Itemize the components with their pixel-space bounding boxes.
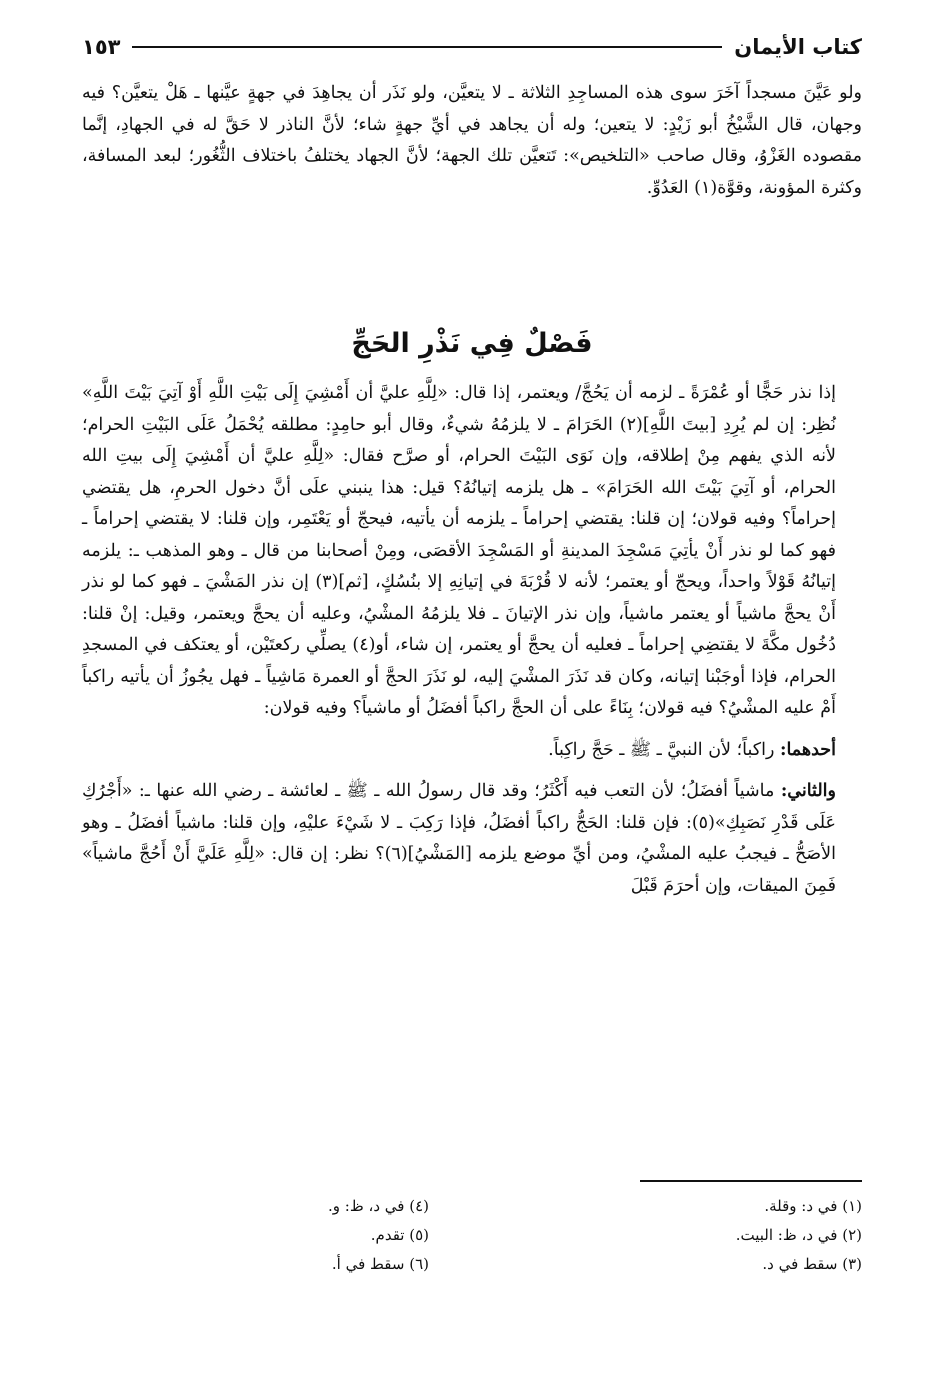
footnote-item: (٢) في د، ظ: البيت. xyxy=(735,1226,862,1244)
paragraph-second-opinion xyxy=(82,776,862,902)
paragraph-spacer xyxy=(82,766,862,776)
opening-paragraph xyxy=(82,78,862,204)
second-opinion-text: ماشياً أفضَلُ؛ لأن التعب فيه أَكْثَرُ؛ وقد قال رسولُ الله ـ ﷺ ـ لعائشة ـ رضي الله عنها ـ: «أَجْرُكِ عَلَى قَدْرِ نَصَبِكِ»(٥): فإن قلنا: الحَجُّ راكباً أفضَلُ، فإذا رَكِبَ ـ لا شَيْءَ عليْهِ، وإن قلنا: ماشياً أفضَلُ ـ وهو الأصَحُّ ـ فيجبُ عليه المشْيُ، ومن أيِّ موضع يلزمه [المَشْيُ](٦)؟ نظر: إن قال: «لِلَّهِ عَلَيَّ أَنْ أَحُجَّ ماشياً» فَمِنَ الميقات، وإن أحرَمَ قَبْلَ xyxy=(82,781,836,896)
footnote-item: (٥) تقدم. xyxy=(370,1226,429,1244)
first-opinion-label: أحدهما: xyxy=(779,739,836,760)
second-opinion-label: والثاني: xyxy=(780,781,836,801)
running-header xyxy=(82,30,862,64)
paragraph-main: إذا نذر حَجًّا أو عُمْرَةً ـ لزمه أن يَحُجَّ/ ويعتمر، إذا قال: «لِلَّهِ عليَّ أن أَمْشِيَ إِلَى بَيْتِ اللَّهِ أَوْ آتِيَ بَيْتَ اللَّهِ» نُظِر: إن لم يُرِدِ [بيتَ اللَّهِ](٢) الحَرَامَ ـ لا يلزمُهُ شيءٌ، وقال أبو حامِدٍ: مطلقه يُحْمَلُ عَلَى البَيْتِ الحرام؛ لأنه الذي يفهم مِنْ إطلاقه، وإن نَوَى البَيْتَ الحرام، أو صرَّح فقال: «لِلَّهِ عليَّ أن أَمْشِيَ إِلَى بيتِ الله الحرام، أو آتِيَ بَيْتَ الله الحَرَامَ» ـ هل يلزمه إتيانُهُ؟ قيل: هذا ينبني علَى أنَّ دخول الحرمِ، هل يقتضي إحراماً؟ وفيه قولان؛ إن قلنا: يقتضي إحراماً ـ يلزمه أن يأتيه، فيحجّ أو يَعْتَمِر، وإن قلنا: لا يقتضي إحراماً ـ فهو كما لو نذر أَنْ يأتِيَ مَسْجِدَ المدينةِ أو المَسْجِدَ الأقصَى، ومِنْ أصحابنا من قال ـ وهو المذهب ـ: يلزمه إتيانُهُ قَوْلاً واحداً، ويحجّ أو يعتمر؛ لأنه لا قُرْبَةَ في إتيانِهِ إلا بنُسُكٍ، [ثم](٣) إن نذر المَشْيَ ـ فهو كما لو نذر أَنْ يحجَّ ماشياً أو يعتمر ماشياً، وإن نذر الإتيانَ ـ فلا يلزمُهُ المشْيُ، وعليه أن يحجَّ ويعتمر، وقيل: إنْ قلنا: دُخُول مكَّةَ لا يقتضِي إحراماً ـ فعليه أن يحجَّ أو يعتمر، إن شاء، أو(٤) يصلِّي ركعتَيْن، أو يعتكف في المسجدِ الحرام، فإذا أوجَبْنا إتيانه، وكان قد نَذَرَ المشْيَ إليه، لو نَذَرَ الحجَّ أو العمرة مَاشِياً ـ فهل يجُوزُ أن يأتيه راكباً أَمْ عليه المشْيُ؟ فيه قولان؛ بِنَاءً على أن الحجَّ راكباً أفضَلُ أو ماشياً؟ وفيه قولان: xyxy=(82,383,837,718)
first-opinion-text: راكباً؛ لأن النبيَّ ـ ﷺ ـ حَجَّ راكِباً. xyxy=(548,739,780,760)
paragraph-first-opinion xyxy=(82,735,862,767)
paragraph-spacer xyxy=(82,725,862,735)
footnote-column-left xyxy=(82,1192,429,1279)
header-rule xyxy=(132,46,722,48)
footnote-item: (١) في د: وقلة. xyxy=(764,1197,862,1215)
footnote-rule xyxy=(640,1180,862,1182)
footnote-column-right xyxy=(515,1192,862,1279)
footnotes xyxy=(82,1192,862,1279)
footnote-item: (٦) سقط في أ. xyxy=(331,1255,429,1273)
footnote-item: (٤) في د، ظ: و. xyxy=(328,1197,429,1215)
paragraph-text: ولو عَيَّنَ مسجداً آخَرَ سوى هذه المساجِدِ الثلاثة ـ لا يتعيَّن، ولو نَذَر أن يجاهِدَ في جهةٍ عيَّنها ـ هَلْ يتعيَّن؟ فيه وجهان، قال الشَّيْخُ أبو زَيْدٍ: لا يتعين؛ وله أن يجاهد في أيِّ جهةٍ شاء؛ لأنَّ الناذر لا حَقَّ له في الجهادِ، إنَّما مقصوده الغَزْوُ، وقال صاحب «التلخيص»: تَتعيَّن تلك الجهة؛ لأنَّ الجهاد يختلفُ باختلاف الثُّغُور؛ لبعد المسافة، وكثرة المؤونة، وقوَّة(١) العَدُوِّ. xyxy=(82,83,862,198)
book-title: كتاب الأيمان xyxy=(734,35,862,59)
section-heading: فَصْلٌ فِي نَذْرِ الحَجِّ xyxy=(351,328,593,359)
footnote-item: (٣) سقط في د. xyxy=(762,1255,862,1273)
page-number: ١٥٣ xyxy=(82,35,121,59)
section-body xyxy=(82,378,862,902)
